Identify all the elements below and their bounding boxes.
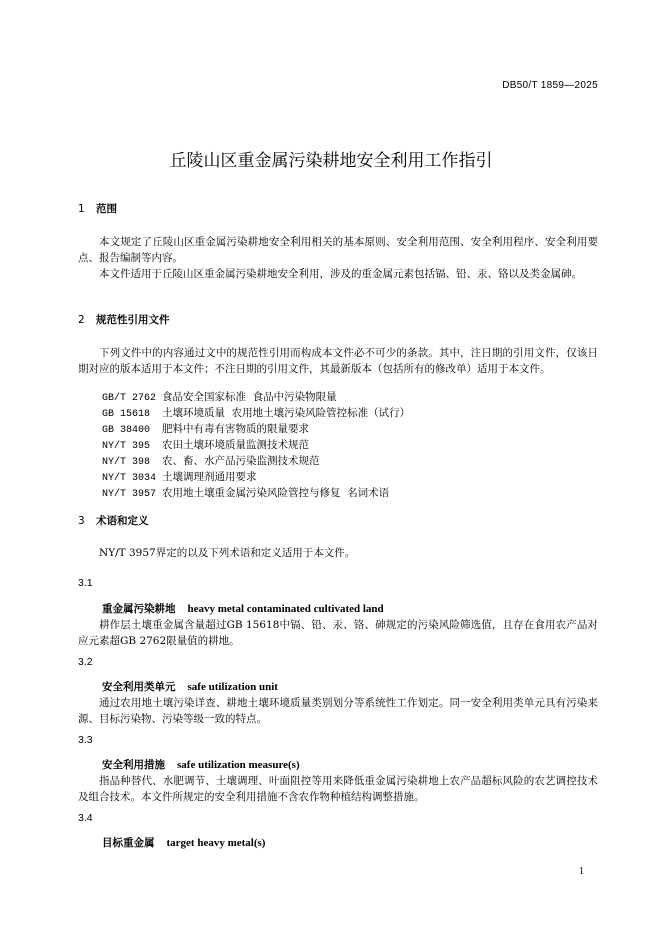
section-number: 2 <box>78 314 85 326</box>
reference-item <box>102 438 410 454</box>
section-2-heading <box>78 312 170 327</box>
term-definition: 耕作层土壤重金属含量超过GB 15618中镉、铅、汞、铬、砷规定的污染风险筛选值，且存在食用农产品对应元素超GB 2762限量值的耕地。 <box>78 619 598 647</box>
reference-code: GB 38400 <box>102 425 151 436</box>
term-en: safe utilization measure(s) <box>177 759 300 771</box>
standard-code: DB50/T 1859—2025 <box>502 80 598 91</box>
reference-title: 土壤调理剂通用要求 <box>162 471 257 483</box>
reference-item <box>102 390 410 406</box>
reference-code: NY/T 395 <box>102 441 151 452</box>
reference-code: NY/T 3957 <box>102 489 157 500</box>
section-1-heading <box>78 201 117 216</box>
terms-intro: NY/T 3957界定的以及下列术语和定义适用于本文件。 <box>99 547 356 559</box>
scope-paragraph-1: 本文规定了丘陵山区重金属污染耕地安全利用相关的基本原则、安全利用范围、安全利用程序、安全利用要点、报告编制等内容。 <box>78 236 598 264</box>
document-title: 丘陵山区重金属污染耕地安全利用工作指引 <box>169 151 493 171</box>
reference-code: NY/T 3034 <box>102 473 157 484</box>
section-number: 3 <box>78 515 85 527</box>
reference-list <box>102 390 410 502</box>
page-number: 1 <box>579 866 584 877</box>
term-number: 3.3 <box>78 734 93 746</box>
term-heading <box>102 835 265 850</box>
term-en: safe utilization unit <box>187 681 278 693</box>
section-title: 规范性引用文件 <box>96 314 170 326</box>
reference-item <box>102 454 410 470</box>
reference-item <box>102 406 410 422</box>
reference-title: 农用地土壤重金属污染风险管控与修复 名词术语 <box>162 487 390 499</box>
section-number: 1 <box>78 203 85 215</box>
term-cn: 安全利用类单元 <box>102 681 176 693</box>
term-number: 3.2 <box>78 656 93 668</box>
reference-title: 食品安全国家标准 食品中污染物限量 <box>162 391 337 403</box>
term-cn: 重金属污染耕地 <box>102 603 176 615</box>
term-heading <box>102 757 300 772</box>
term-number: 3.1 <box>78 577 93 589</box>
reference-item <box>102 486 410 502</box>
section-title: 范围 <box>96 203 117 215</box>
term-heading <box>102 679 278 694</box>
reference-title: 肥料中有毒有害物质的限量要求 <box>162 423 309 435</box>
reference-code: GB 15618 <box>102 409 151 420</box>
normative-intro: 下列文件中的内容通过文中的规范性引用而构成本文件必不可少的条款。其中，注日期的引用文件，仅该日期对应的版本适用于本文件；不注日期的引用文件，其最新版本（包括所有的修改单）适用于本文件。 <box>78 347 598 375</box>
term-definition: 指品种替代、水肥调节、土壤调理、叶面阻控等用来降低重金属污染耕地上农产品超标风险的农艺调控技术及组合技术。本文件所规定的安全利用措施不含农作物种植结构调整措施。 <box>78 775 598 803</box>
term-number: 3.4 <box>78 812 93 824</box>
reference-title: 农、畜、水产品污染监测技术规范 <box>162 455 320 467</box>
reference-item <box>102 470 410 486</box>
term-en: heavy metal contaminated cultivated land <box>187 603 384 615</box>
term-cn: 目标重金属 <box>102 837 155 849</box>
scope-paragraph-2: 本文件适用于丘陵山区重金属污染耕地安全利用，涉及的重金属元素包括镉、铅、汞、铬以及类金属砷。 <box>99 268 582 280</box>
reference-title: 土壤环境质量 农用地土壤污染风险管控标准（试行） <box>162 407 411 419</box>
reference-code: NY/T 398 <box>102 457 151 468</box>
term-en: target heavy metal(s) <box>166 837 266 849</box>
term-cn: 安全利用措施 <box>102 759 165 771</box>
term-definition: 通过农用地土壤污染详查、耕地土壤环境质量类别划分等系统性工作划定。同一安全利用类单元具有污染来源、目标污染物、污染等级一致的特点。 <box>78 697 598 725</box>
reference-code: GB/T 2762 <box>102 393 157 404</box>
section-3-heading <box>78 513 149 528</box>
section-title: 术语和定义 <box>96 515 149 527</box>
reference-item <box>102 422 410 438</box>
term-heading <box>102 601 384 616</box>
reference-title: 农田土壤环境质量监测技术规范 <box>162 439 309 451</box>
